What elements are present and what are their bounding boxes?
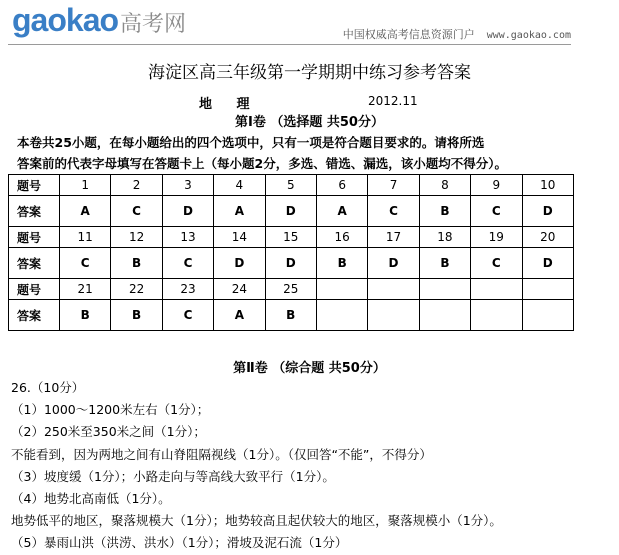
answer-cell: A: [214, 196, 265, 227]
logo-text-en: gaokao: [12, 2, 119, 38]
question-number-cell: 4: [214, 175, 265, 196]
answer-cell: [471, 300, 522, 331]
question-number-cell: 13: [162, 227, 213, 248]
answer-line: （5）暴雨山洪（洪涝、洪水）（1分）；滑坡及泥石流（1分）: [11, 535, 348, 551]
question-number-cell: 20: [522, 227, 573, 248]
question-number-label: 题号: [9, 175, 60, 196]
question-number-cell: 1: [60, 175, 111, 196]
question-number-label: 题号: [9, 227, 60, 248]
answer-label: 答案: [9, 248, 60, 279]
answer-cell: B: [111, 300, 162, 331]
question-number-cell: 24: [214, 279, 265, 300]
question-number-cell: 14: [214, 227, 265, 248]
question-number-cell: 6: [316, 175, 367, 196]
answer-cell: [419, 300, 470, 331]
answer-cell: A: [316, 196, 367, 227]
answer-cell: D: [265, 196, 316, 227]
question-number-cell: 17: [368, 227, 419, 248]
answer-cell: [316, 300, 367, 331]
answer-line: （4）地势北高南低（1分）。: [11, 491, 171, 507]
document-title: 海淀区高三年级第一学期期中练习参考答案: [148, 63, 471, 83]
question-number-cell: 11: [60, 227, 111, 248]
answer-line: 不能看到，因为两地之间有山脊阻隔视线（1分）。（仅回答“不能”，不得分）: [11, 446, 432, 462]
question-number-cell: 10: [522, 175, 573, 196]
question-number-cell: 15: [265, 227, 316, 248]
instructions: [17, 132, 617, 174]
instruction-line: 答案前的代表字母填写在答题卡上（每小题2分，多选、错选、漏选，该小题均不得分）。: [17, 156, 507, 171]
question-number-cell: 21: [60, 279, 111, 300]
answer-cell: B: [316, 248, 367, 279]
answer-cell: D: [265, 248, 316, 279]
answer-table: [8, 174, 574, 331]
question-number-cell: [419, 279, 470, 300]
section-1-title: 第Ⅰ卷 （选择题 共50分）: [235, 115, 384, 130]
question-number-cell: 5: [265, 175, 316, 196]
answer-cell: D: [368, 248, 419, 279]
question-number-cell: 25: [265, 279, 316, 300]
answer-line: （1）1000～1200米左右（1分）；: [11, 402, 210, 418]
answer-cell: C: [111, 196, 162, 227]
question-number-row: [9, 175, 574, 196]
answer-row: [9, 248, 574, 279]
question-number-cell: [316, 279, 367, 300]
question-number-row: [9, 227, 574, 248]
answer-cell: [522, 300, 573, 331]
answer-line: 26.（10分）: [11, 380, 85, 395]
exam-date: 2012.11: [368, 94, 418, 108]
answer-cell: D: [162, 196, 213, 227]
answer-cell: B: [111, 248, 162, 279]
answer-cell: C: [60, 248, 111, 279]
question-number-cell: 22: [111, 279, 162, 300]
answer-row: [9, 300, 574, 331]
answer-cell: C: [368, 196, 419, 227]
question-number-cell: 23: [162, 279, 213, 300]
answer-line: 地势低平的地区，聚落规模大（1分）；地势较高且起伏较大的地区，聚落规模小（1分）。: [11, 513, 502, 529]
answer-cell: B: [60, 300, 111, 331]
question-number-cell: 2: [111, 175, 162, 196]
question-number-cell: [522, 279, 573, 300]
answer-cell: D: [214, 248, 265, 279]
answer-cell: A: [60, 196, 111, 227]
question-number-cell: 16: [316, 227, 367, 248]
instruction-line: 本卷共25小题，在每小题给出的四个选项中，只有一项是符合题目要求的。请将所选: [17, 135, 485, 150]
answer-cell: C: [471, 196, 522, 227]
question-number-row: [9, 279, 574, 300]
question-number-cell: [368, 279, 419, 300]
site-tagline: [343, 26, 571, 42]
logo-text-cn: 高考网: [120, 12, 187, 37]
question-number-cell: 9: [471, 175, 522, 196]
answer-cell: B: [265, 300, 316, 331]
question-number-cell: 12: [111, 227, 162, 248]
answer-cell: B: [419, 248, 470, 279]
answer-cell: C: [162, 248, 213, 279]
question-number-cell: [471, 279, 522, 300]
header-divider: [8, 44, 571, 45]
answer-cell: B: [419, 196, 470, 227]
answer-label: 答案: [9, 300, 60, 331]
gaokao-logo[interactable]: [12, 2, 186, 42]
question-number-label: 题号: [9, 279, 60, 300]
answer-cell: D: [522, 248, 573, 279]
site-url-link[interactable]: www.gaokao.com: [486, 30, 571, 41]
answer-cell: C: [471, 248, 522, 279]
answer-cell: C: [162, 300, 213, 331]
answer-label: 答案: [9, 196, 60, 227]
answer-cell: D: [522, 196, 573, 227]
question-number-cell: 18: [419, 227, 470, 248]
answer-cell: [368, 300, 419, 331]
question-number-cell: 19: [471, 227, 522, 248]
question-number-cell: 8: [419, 175, 470, 196]
answer-explanations: [11, 377, 617, 555]
tagline-text: 中国权威高考信息资源门户: [342, 28, 475, 41]
answer-line: （3）坡度缓（1分）；小路走向与等高线大致平行（1分）。: [11, 468, 335, 484]
question-number-cell: 3: [162, 175, 213, 196]
question-number-cell: 7: [368, 175, 419, 196]
answer-row: [9, 196, 574, 227]
subject-label: 地 理: [199, 97, 260, 112]
answer-line: （2）250米至350米之间（1分）；: [11, 424, 206, 440]
section-2-title: 第Ⅱ卷 （综合题 共50分）: [233, 361, 386, 376]
answer-cell: A: [214, 300, 265, 331]
